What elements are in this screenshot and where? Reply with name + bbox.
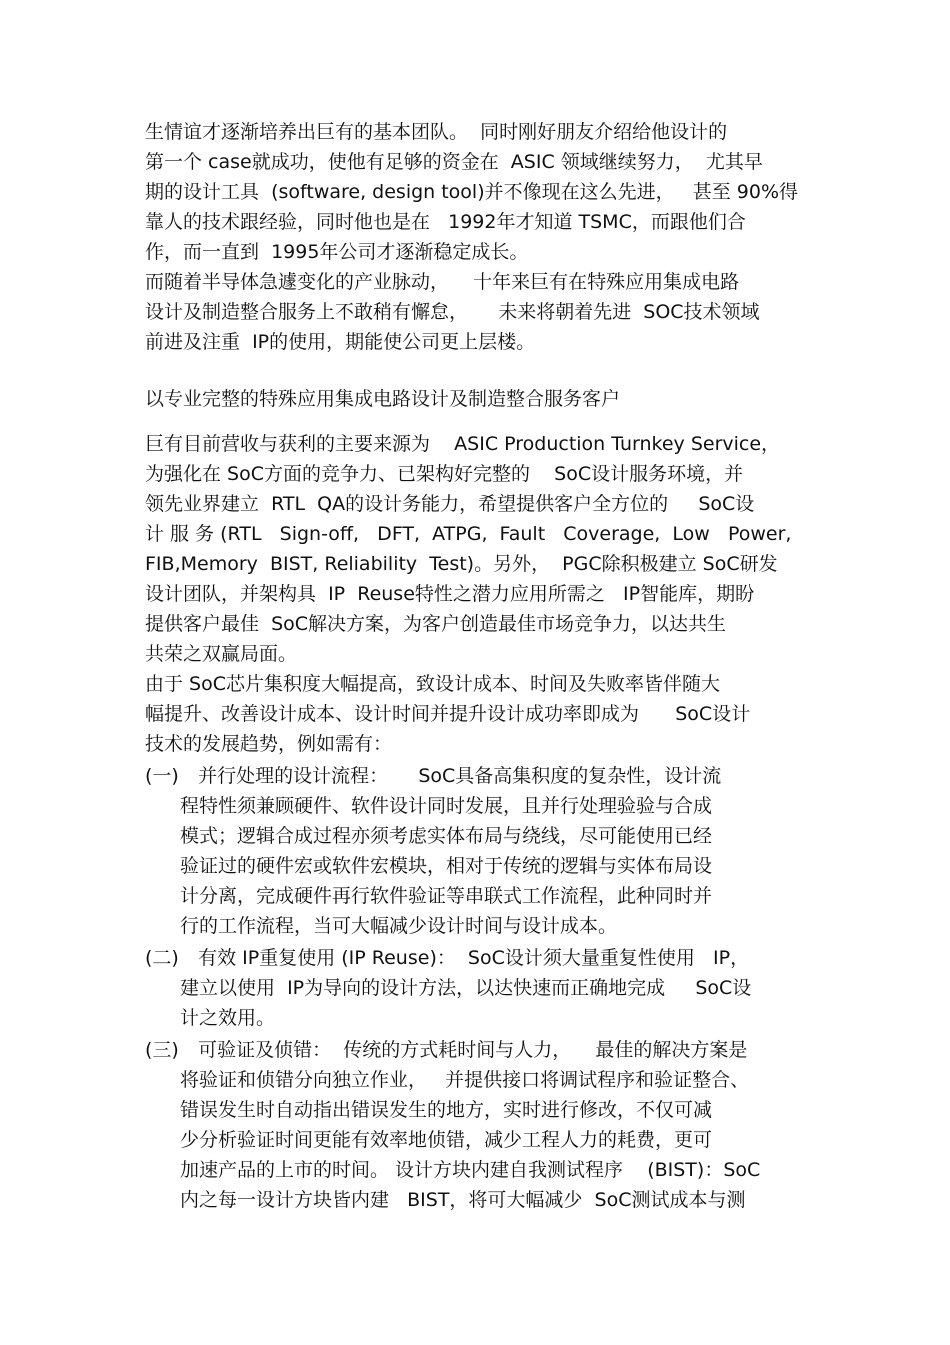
list-item-line: 计之效用。: [180, 1007, 276, 1029]
list-item-line: 计分离，完成硬件再行软件验证等串联式工作流程，此种同时并: [180, 885, 713, 907]
paragraph-line: 幅提升、改善设计成本、设计时间并提升设计成功率即成为 SoC设计: [145, 703, 751, 725]
paragraph-line: 计 服 务 (RTL Sign-off, DFT, ATPG, Fault Coverage, Low Power,: [145, 523, 792, 545]
list-item-line: 内之每一设计方块皆内建 BIST，将可大幅减少 SoC测试成本与测: [180, 1189, 746, 1211]
paragraph-line: 设计及制造整合服务上不敢稍有懈怠， 未来将朝着先进 SOC技术领域: [145, 301, 760, 323]
paragraph-line: 作，而一直到 1995年公司才逐渐稳定成长。: [145, 241, 529, 263]
paragraph-line: 设计团队，并架构具 IP Reuse特性之潜力应用所需之 IP智能库，期盼: [145, 583, 755, 605]
section-heading: 以专业完整的特殊应用集成电路设计及制造整合服务客户: [145, 388, 621, 410]
paragraph-line: 由于 SoC芯片集积度大幅提高，致设计成本、时间及失败率皆伴随大: [145, 673, 720, 695]
list-marker: (三): [145, 1039, 179, 1061]
list-item-line: 并行处理的设计流程： SoC具备高集积度的复杂性，设计流: [180, 765, 722, 787]
list-item-line: 有效 IP重复使用 (IP Reuse)： SoC设计须大量重复性使用 IP，: [180, 947, 750, 969]
list-item-line: 加速产品的上市的时间。 设计方块内建自我测试程序 (BIST)：SoC: [180, 1159, 761, 1181]
paragraph-line: 前进及注重 IP的使用，期能使公司更上层楼。: [145, 331, 536, 353]
list-item-line: 程特性须兼顾硬件、软件设计同时发展，且并行处理验验与合成: [180, 795, 713, 817]
list-item-line: 将验证和侦错分向独立作业， 并提供接口将调试程序和验证整合、: [180, 1069, 750, 1091]
list-marker: (二): [145, 947, 179, 969]
list-item-line: 可验证及侦错： 传统的方式耗时间与人力， 最佳的解决方案是: [180, 1039, 748, 1061]
list-item-line: 错误发生时自动指出错误发生的地方，实时进行修改，不仅可减: [180, 1099, 713, 1121]
paragraph-line: FIB,Memory BIST, Reliability Test)。另外， PGC除积极建立 SoC研发: [145, 553, 778, 575]
list-item-line: 建立以使用 IP为导向的设计方法，以达快速而正确地完成 SoC设: [180, 977, 752, 999]
paragraph-line: 技术的发展趋势，例如需有：: [145, 733, 393, 755]
paragraph-line: 第一个 case就成功，使他有足够的资金在 ASIC 领域继续努力， 尤其早: [145, 151, 763, 173]
paragraph-line: 生情谊才逐渐培养出巨有的基本团队。 同时刚好朋友介绍给他设计的: [145, 121, 728, 143]
list-item-line: 行的工作流程，当可大幅减少设计时间与设计成本。: [180, 915, 618, 937]
paragraph-line: 为强化在 SoC方面的竞争力、已架构好完整的 SoC设计服务环境，并: [145, 463, 744, 485]
paragraph-line: 靠人的技术跟经验，同时他也是在 1992年才知道 TSMC，而跟他们合: [145, 211, 746, 233]
list-marker: (一): [145, 765, 179, 787]
paragraph-line: 期的设计工具 (software, design tool)并不像现在这么先进， 甚至 90%得: [145, 181, 799, 203]
paragraph-line: 提供客户最佳 SoC解决方案，为客户创造最佳市场竞争力，以达共生: [145, 613, 727, 635]
list-item-line: 验证过的硬件宏或软件宏模块，相对于传统的逻辑与实体布局设: [180, 855, 713, 877]
list-item-line: 少分析验证时间更能有效率地侦错，减少工程人力的耗费，更可: [180, 1129, 713, 1151]
paragraph-line: 巨有目前营收与获利的主要来源为 ASIC Production Turnkey Service，: [145, 433, 781, 455]
paragraph-line: 领先业界建立 RTL QA的设计务能力，希望提供客户全方位的 SoC设: [145, 493, 755, 515]
paragraph-line: 共荣之双赢局面。: [145, 643, 298, 665]
paragraph-line: 而随着半导体急遽变化的产业脉动， 十年来巨有在特殊应用集成电路: [145, 271, 740, 293]
list-item-line: 模式；逻辑合成过程亦须考虑实体布局与绕线，尽可能使用已经: [180, 825, 713, 847]
